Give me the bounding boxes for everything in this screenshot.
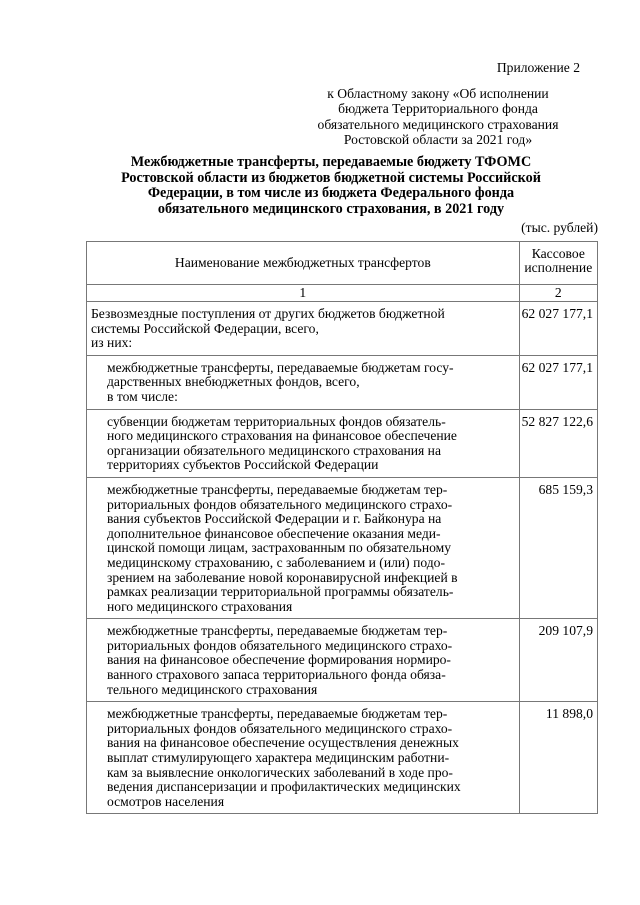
row-line: дарственных внебюджетных фондов, всего, (107, 374, 360, 390)
appendix-line: бюджета Территориального фонда (338, 101, 538, 116)
row-line: вания на финансовое обеспечение осуществления денежных (107, 735, 459, 751)
row-line: риториальных фондов обязательного медицинского страхо- (107, 637, 453, 653)
row-line: межбюджетные трансферты, передаваемые бюджетам тер- (107, 481, 448, 497)
row-line: вания субъектов Российской Федерации и г. Байконура на (107, 511, 442, 527)
row-line: ванного страхового запаса территориального фонда обяза- (107, 667, 446, 683)
row-name (87, 302, 520, 356)
column-number: 1 (87, 285, 520, 302)
row-line: Безвозмездные поступления от других бюджетов бюджетной (91, 306, 445, 321)
column-numbers-row (87, 285, 598, 302)
row-line: межбюджетные трансферты, передаваемые бюджетам тер- (107, 623, 448, 639)
title-line: Федерации, в том числе из бюджета Федерального фонда (147, 185, 515, 202)
table-row (87, 355, 598, 409)
appendix-block (290, 60, 586, 148)
row-line: тельного медицинского страхования (107, 681, 318, 697)
row-value: 11 898,0 (519, 702, 597, 814)
column-number: 2 (519, 285, 597, 302)
row-line: системы Российской Федерации, всего, (91, 320, 319, 336)
header-value (519, 242, 597, 285)
appendix-number: Приложение 2 (496, 60, 580, 75)
table-row (87, 477, 598, 618)
table-row (87, 302, 598, 356)
document-title (100, 155, 562, 217)
row-line: риториальных фондов обязательного медицинского страхо- (107, 496, 453, 512)
row-line: ного медицинского страхования (107, 598, 293, 614)
row-line: из них: (91, 335, 133, 351)
row-line: вания на финансовое обеспечение формирования нормиро- (107, 652, 451, 668)
row-line: риториальных фондов обязательного медицинского страхо- (107, 720, 453, 736)
row-name (87, 409, 520, 477)
appendix-line: обязательного медицинского страхования (317, 116, 559, 132)
row-line: межбюджетные трансферты, передаваемые бюджетам госу- (107, 359, 454, 375)
transfers-table (86, 241, 598, 814)
header-value-line: исполнение (524, 260, 593, 275)
row-line: ведения диспансеризации и профилактических медицинских (107, 779, 461, 795)
row-line: территориях субъектов Российской Федерации (107, 457, 379, 473)
row-line: субвенции бюджетам территориальных фондов обязатель- (107, 413, 446, 429)
units-label: (тыс. рублей) (521, 220, 598, 235)
row-line: цинской помощи лицам, застрахованным по обязательному (107, 540, 452, 556)
row-line: ного медицинского страхования на финансовое обеспечение (107, 428, 457, 444)
row-line: дополнительное финансовое обеспечение оказания меди- (107, 525, 441, 541)
row-line: выплат стимулирующего характера медицинским работни- (107, 750, 450, 766)
row-line: кам за выявлеcние онкологических заболеваний в ходе про- (107, 764, 453, 780)
appendix-line: Ростовской области за 2021 год» (343, 132, 533, 147)
appendix-line: к Областному закону «Об исполнении (327, 85, 549, 101)
title-line: Ростовской области из бюджетов бюджетной системы Российской (121, 169, 541, 186)
row-line: в том числе: (107, 388, 178, 404)
table-row (87, 702, 598, 814)
row-line: осмотров населения (107, 793, 225, 809)
row-name (87, 477, 520, 618)
row-line: межбюджетные трансферты, передаваемые бюджетам тер- (107, 706, 448, 722)
header-value-line: Кассовое (531, 246, 585, 261)
table-header-row (87, 242, 598, 285)
row-name (87, 702, 520, 814)
row-name (87, 619, 520, 702)
header-name: Наименование межбюджетных трансфертов (87, 242, 520, 285)
table-row (87, 619, 598, 702)
row-value: 685 159,3 (519, 477, 597, 618)
row-value: 52 827 122,6 (519, 409, 597, 477)
table-row (87, 409, 598, 477)
row-line: организации обязательного медицинского страхования на (107, 442, 441, 458)
row-line: зрением на заболевание новой коронавирусной инфекцией в (107, 569, 458, 585)
row-value: 62 027 177,1 (519, 355, 597, 409)
row-value: 209 107,9 (519, 619, 597, 702)
title-line: Межбюджетные трансферты, передаваемые бюджету ТФОМС (130, 154, 532, 170)
row-line: рамках реализации территориальной программы обязатель- (107, 584, 454, 600)
title-line: обязательного медицинского страхования, в 2021 году (157, 200, 505, 217)
row-line: медицинскому страхованию, с заболеванием и (или) подо- (107, 554, 445, 570)
row-value: 62 027 177,1 (519, 302, 597, 356)
row-name (87, 355, 520, 409)
